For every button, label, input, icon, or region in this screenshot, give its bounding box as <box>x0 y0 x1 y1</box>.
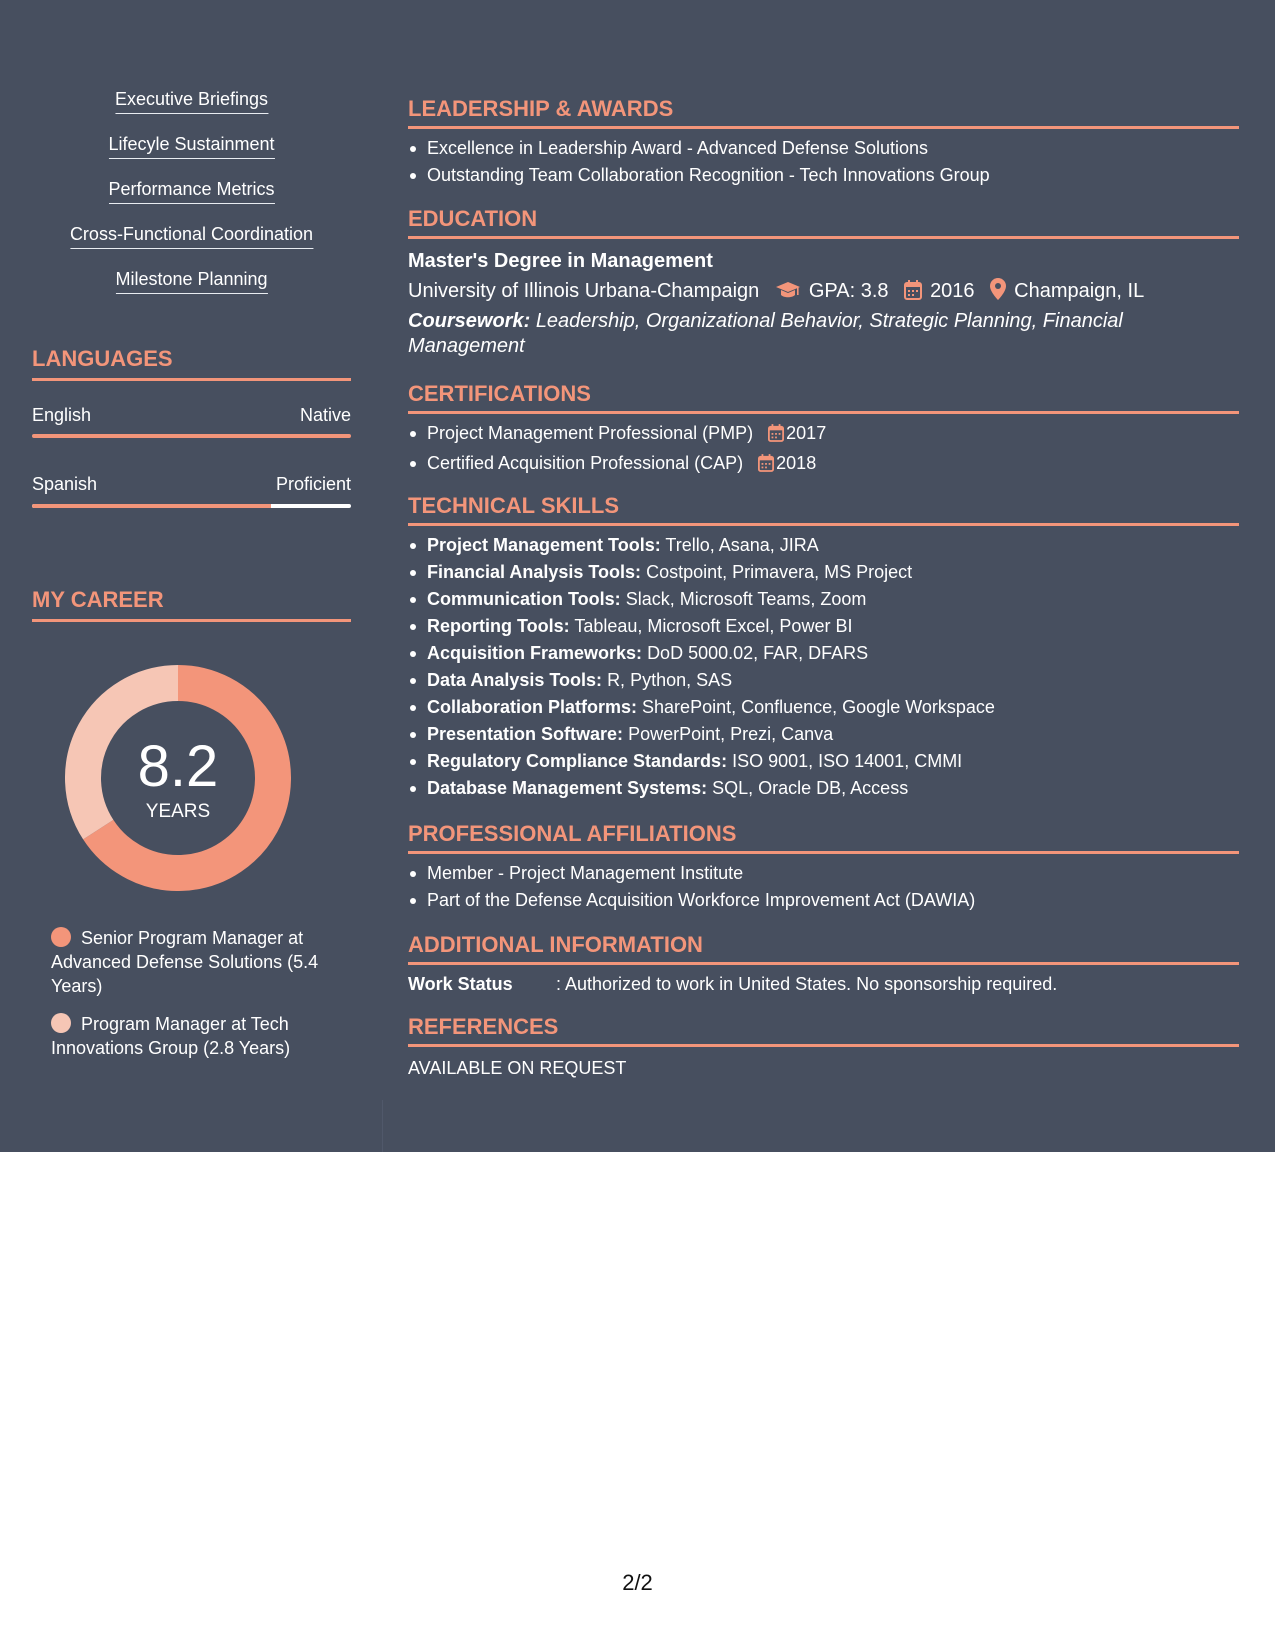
references-text: AVAILABLE ON REQUEST <box>408 1058 627 1078</box>
skill-tag: Executive Briefings <box>115 87 268 114</box>
career-legend-text: Program Manager at Tech Innovations Group (2.8 Years) <box>51 1014 291 1058</box>
skill-value: SharePoint, Confluence, Google Workspace <box>642 697 995 717</box>
list-item <box>408 640 1239 667</box>
skill-value: SQL, Oracle DB, Access <box>712 778 909 798</box>
education-degree: Master's Degree in Management <box>408 250 713 272</box>
location-pin-icon <box>990 278 1006 307</box>
affiliations-heading: PROFESSIONAL AFFILIATIONS <box>408 821 1239 854</box>
list-item <box>408 559 1239 586</box>
skill-value: ISO 9001, ISO 14001, CMMI <box>732 751 963 771</box>
certifications-heading: CERTIFICATIONS <box>408 381 1239 414</box>
skill-label: Database Management Systems: <box>427 778 708 798</box>
list-item <box>408 613 1239 640</box>
graduation-cap-icon <box>775 280 801 307</box>
work-status-value: : Authorized to work in United States. No sponsorship required. <box>556 974 1058 994</box>
skill-value: PowerPoint, Prezi, Canva <box>628 724 834 744</box>
language-proficiency-bar <box>32 434 351 438</box>
language-name: English <box>32 405 92 425</box>
skill-tag: Performance Metrics <box>108 177 274 204</box>
career-legend-item <box>51 926 331 998</box>
education-school: University of Illinois Urbana-Champaign <box>408 280 760 302</box>
calendar-icon <box>904 280 922 307</box>
skill-value: Slack, Microsoft Teams, Zoom <box>625 589 867 609</box>
calendar-icon <box>758 453 774 480</box>
languages-heading: LANGUAGES <box>32 346 351 381</box>
language-proficiency-bar <box>32 504 351 508</box>
skill-label: Financial Analysis Tools: <box>427 562 642 582</box>
career-total-years: 8.2 <box>137 734 219 799</box>
list-item <box>408 694 1239 721</box>
work-status-label: Work Status <box>408 974 513 994</box>
affiliations-list <box>408 860 1239 914</box>
skill-label: Presentation Software: <box>427 724 624 744</box>
skill-value: Tableau, Microsoft Excel, Power BI <box>574 616 853 636</box>
list-item <box>408 532 1239 559</box>
coursework-text: Leadership, Organizational Behavior, Strategic Planning, Financial Management <box>408 310 1123 357</box>
list-item <box>408 748 1239 775</box>
education-year: 2016 <box>930 280 975 302</box>
skill-tag: Milestone Planning <box>115 267 267 294</box>
list-item: Member - Project Management Institute <box>408 860 1239 887</box>
work-status-row <box>408 972 1057 996</box>
skill-tag: Cross-Functional Coordination <box>70 222 313 249</box>
language-level: Proficient <box>275 474 351 494</box>
additional-info-heading: ADDITIONAL INFORMATION <box>408 932 1239 965</box>
certification-year: 2017 <box>786 423 827 443</box>
list-item: Excellence in Leadership Award - Advanced Defense Solutions <box>408 135 1239 162</box>
skill-value: Trello, Asana, JIRA <box>665 535 819 555</box>
page-number: 2/2 <box>622 1570 653 1595</box>
career-legend-text: Senior Program Manager at Advanced Defense Solutions (5.4 Years) <box>51 928 319 996</box>
career-total-unit: YEARS <box>145 801 211 822</box>
list-item <box>408 420 1239 450</box>
list-item <box>408 586 1239 613</box>
language-level: Native <box>299 405 351 425</box>
certification-name: Project Management Professional (PMP) <box>427 423 754 443</box>
column-divider <box>382 1100 383 1152</box>
list-item <box>408 721 1239 748</box>
education-location: Champaign, IL <box>1014 280 1145 302</box>
certification-name: Certified Acquisition Professional (CAP) <box>427 453 744 473</box>
skill-label: Communication Tools: <box>427 589 621 609</box>
skill-label: Regulatory Compliance Standards: <box>427 751 728 771</box>
skill-tag: Lifecyle Sustainment <box>108 132 274 159</box>
career-donut-chart <box>65 665 291 891</box>
coursework-label: Coursework: <box>408 310 531 332</box>
technical-skills-list <box>408 532 1239 802</box>
list-item: Outstanding Team Collaboration Recognition - Tech Innovations Group <box>408 162 1239 189</box>
skill-label: Collaboration Platforms: <box>427 697 638 717</box>
list-item <box>408 667 1239 694</box>
leadership-heading: LEADERSHIP & AWARDS <box>408 96 1239 129</box>
language-name: Spanish <box>32 474 98 494</box>
certifications-list <box>408 420 1239 480</box>
education-gpa: GPA: 3.8 <box>808 280 889 302</box>
list-item <box>408 450 1239 480</box>
calendar-icon <box>768 423 784 450</box>
skill-label: Data Analysis Tools: <box>427 670 603 690</box>
education-coursework <box>408 309 1168 359</box>
certification-year: 2018 <box>776 453 817 473</box>
skill-label: Acquisition Frameworks: <box>427 643 643 663</box>
skill-value: DoD 5000.02, FAR, DFARS <box>647 643 869 663</box>
language-proficiency-fill <box>32 504 271 508</box>
education-details <box>408 278 1144 307</box>
skill-value: R, Python, SAS <box>607 670 733 690</box>
list-item <box>408 775 1239 802</box>
skill-label: Reporting Tools: <box>427 616 570 636</box>
references-heading: REFERENCES <box>408 1014 1239 1047</box>
legend-dot-icon <box>51 1013 71 1033</box>
education-heading: EDUCATION <box>408 206 1239 239</box>
legend-dot-icon <box>51 927 71 947</box>
technical-skills-heading: TECHNICAL SKILLS <box>408 493 1239 526</box>
leadership-list <box>408 135 1239 189</box>
skill-value: Costpoint, Primavera, MS Project <box>646 562 913 582</box>
career-legend-item <box>51 1012 331 1060</box>
list-item: Part of the Defense Acquisition Workforce Improvement Act (DAWIA) <box>408 887 1239 914</box>
career-heading: MY CAREER <box>32 587 351 622</box>
language-proficiency-fill <box>32 434 351 438</box>
skill-label: Project Management Tools: <box>427 535 661 555</box>
